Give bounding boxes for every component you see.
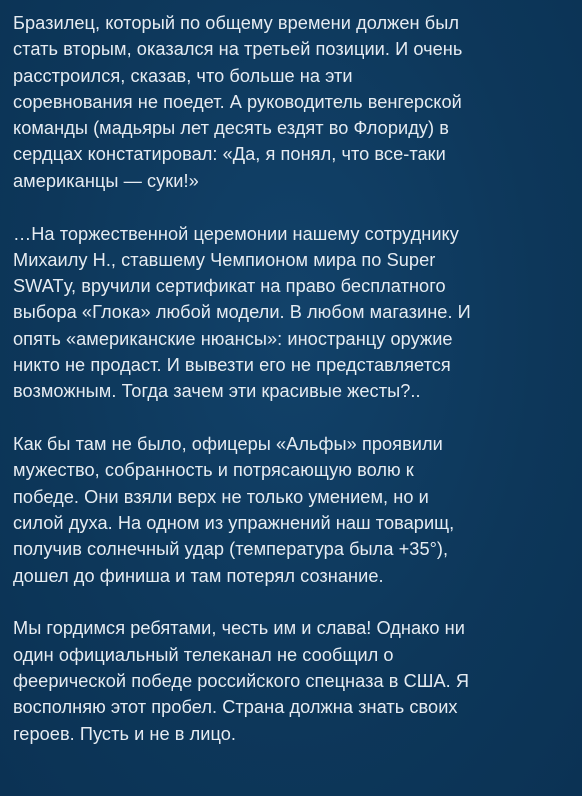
text-line: один официальный телеканал не сообщил о: [13, 644, 394, 665]
text-line: выбора «Глока» любой модели. В любом магазине. И: [13, 302, 471, 323]
text-line: соревнования не поедет. А руководитель венгерской: [13, 91, 462, 112]
paragraph-2: [13, 221, 570, 405]
text-line: американцы — суки!»: [13, 170, 199, 191]
text-line: Михаилу Н., ставшему Чемпионом мира по Super: [13, 249, 436, 270]
text-line: команды (мадьяры лет десять ездят во Флориду) в: [13, 118, 449, 139]
text-line: SWATу, вручили сертификат на право бесплатного: [13, 276, 446, 297]
text-line: получив солнечный удар (температура была +35°),: [13, 539, 449, 560]
text-line: Как бы там не было, офицеры «Альфы» проявили: [13, 434, 443, 455]
text-line: феерической победе российского спецназа в США. Я: [13, 671, 470, 692]
text-line: опять «американские нюансы»: иностранцу оружие: [13, 328, 453, 349]
text-line: возможным. Тогда зачем эти красивые жесты?..: [13, 381, 421, 402]
text-line: восполняю этот пробел. Страна должна знать своих: [13, 697, 458, 718]
text-line: мужество, собранность и потрясающую волю к: [13, 460, 414, 481]
text-line: Бразилец, который по общему времени должен был: [13, 13, 459, 33]
paragraph-1: [13, 10, 570, 194]
paragraph-3: [13, 431, 570, 589]
text-line: расстроился, сказав, что больше на эти: [13, 65, 353, 86]
text-line: стать вторым, оказался на третьей позиции. И очень: [13, 39, 463, 60]
text-line: победе. Они взяли верх не только умением, но и: [13, 486, 429, 507]
text-line: сердцах констатировал: «Да, я понял, что все-таки: [13, 144, 446, 165]
text-line: героев. Пусть и не в лицо.: [13, 723, 236, 744]
paragraph-4: [13, 615, 570, 746]
text-line: …На торжественной церемонии нашему сотруднику: [13, 223, 459, 244]
text-line: дошел до финиша и там потерял сознание.: [13, 565, 384, 586]
text-line: Мы гордимся ребятами, честь им и слава! Однако ни: [13, 618, 465, 639]
text-line: силой духа. На одном из упражнений наш товарищ,: [13, 513, 455, 534]
text-line: никто не продаст. И вывезти его не представляется: [13, 355, 451, 376]
